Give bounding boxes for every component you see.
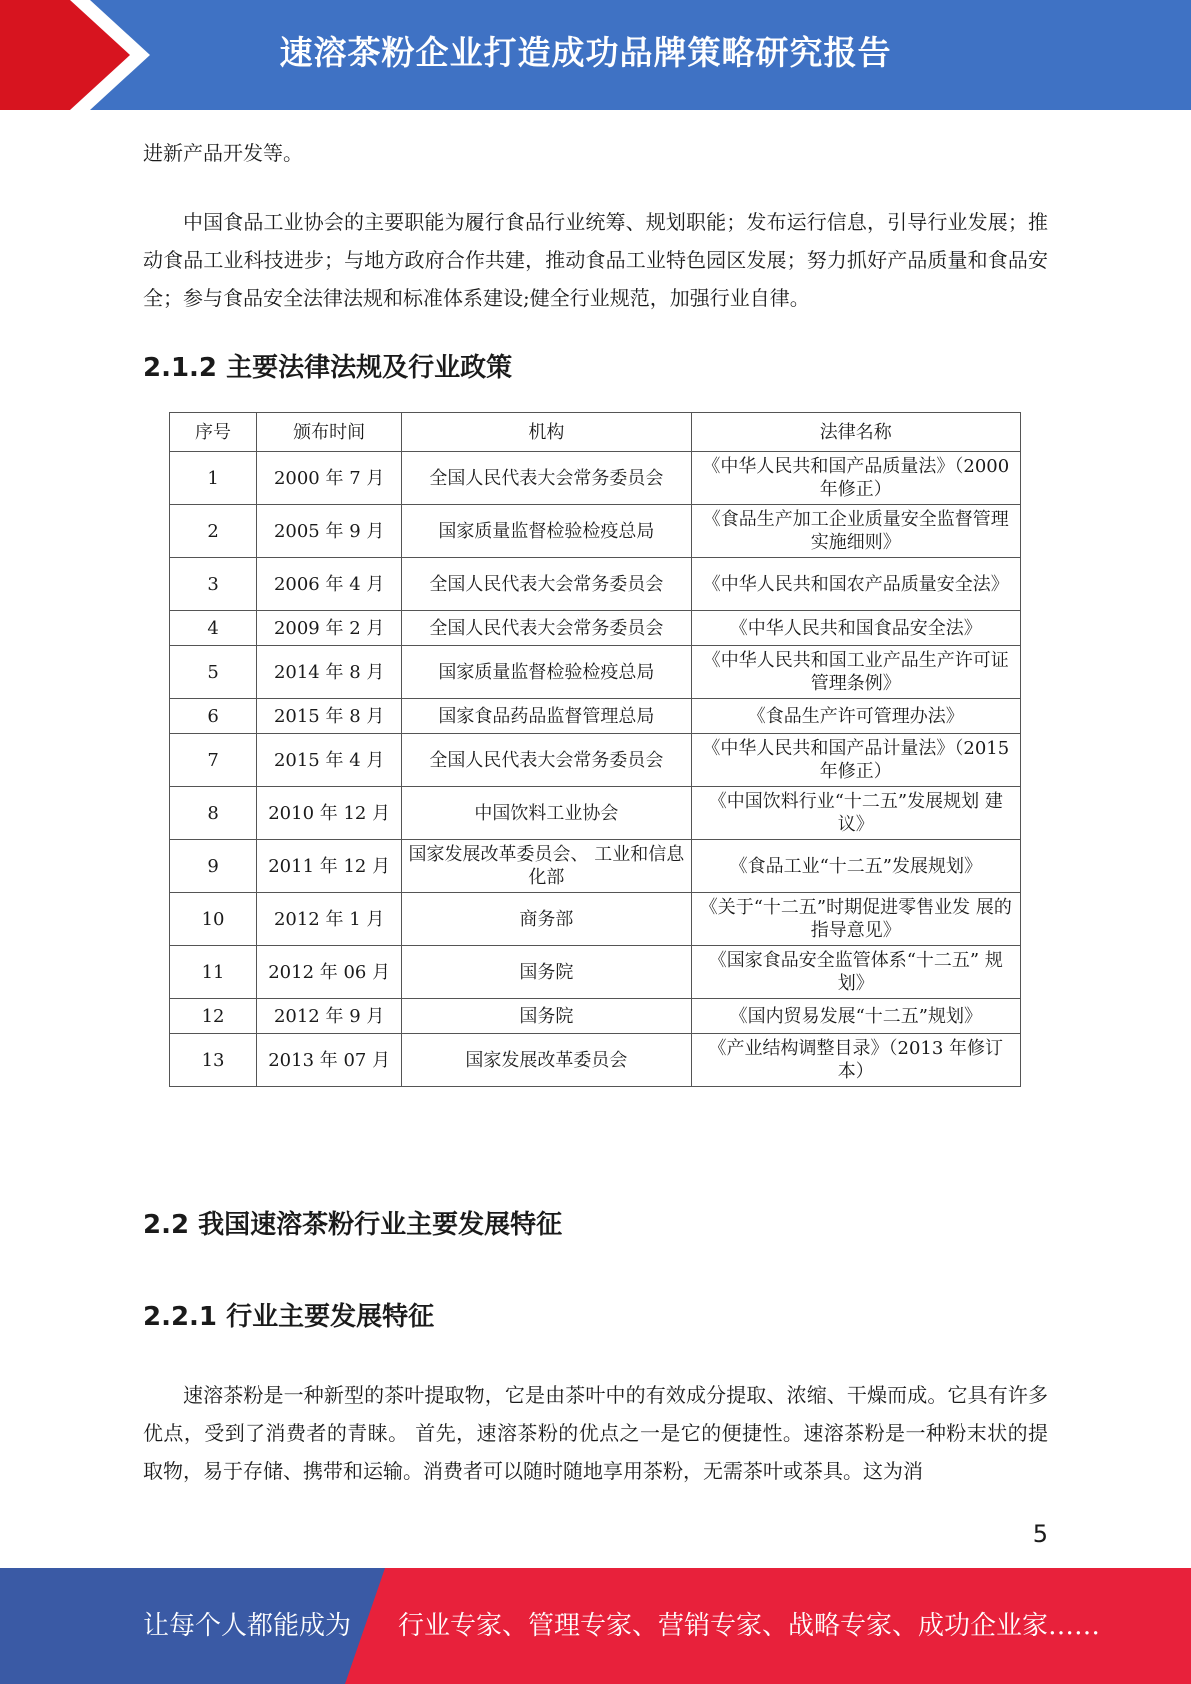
heading-text: 2.2.1 行业主要发展特征	[143, 1302, 435, 1332]
paragraph-instant-tea	[143, 1376, 1048, 1490]
table-cell: 《中国饮料行业“十二五”发展规划 建议》	[691, 787, 1020, 840]
table-cell: 1	[170, 452, 257, 505]
table-header-cell: 法律名称	[691, 413, 1020, 452]
paragraph-continued	[143, 134, 1048, 172]
table-row	[170, 946, 1021, 999]
table-row	[170, 787, 1021, 840]
table-cell: 《食品工业“十二五”发展规划》	[691, 840, 1020, 893]
paragraph-text: 进新产品开发等。	[143, 141, 303, 165]
table-cell: 7	[170, 734, 257, 787]
table-cell: 国家发展改革委员会	[402, 1034, 691, 1087]
table-cell: 国务院	[402, 946, 691, 999]
table-cell: 《中华人民共和国工业产品生产许可证管理条例》	[691, 646, 1020, 699]
table-cell: 9	[170, 840, 257, 893]
table-cell: 11	[170, 946, 257, 999]
table-cell: 《中华人民共和国农产品质量安全法》	[691, 558, 1020, 611]
table-cell: 国务院	[402, 999, 691, 1034]
table-cell: 10	[170, 893, 257, 946]
footer-slogan-left: 让每个人都能成为	[143, 1611, 352, 1641]
table-row	[170, 452, 1021, 505]
table-row	[170, 734, 1021, 787]
table-cell: 国家质量监督检验检疫总局	[402, 646, 691, 699]
table-cell: 2014 年 8 月	[257, 646, 402, 699]
table-cell: 3	[170, 558, 257, 611]
table-cell: 2	[170, 505, 257, 558]
table-cell: 《关于“十二五”时期促进零售业发 展的指导意见》	[691, 893, 1020, 946]
table-cell: 《产业结构调整目录》（2013 年修订本）	[691, 1034, 1020, 1087]
paragraph-text: 速溶茶粉是一种新型的茶叶提取物，它是由茶叶中的有效成分提取、浓缩、干燥而成。它具有许多优点，受到了消费者的青睐。 首先，速溶茶粉的优点之一是它的便捷性。速溶茶粉是一种粉末状的提取物，易于存储、携带和运输。消费者可以随时随地享用茶粉，无需茶叶或茶具。这为消	[143, 1383, 1048, 1483]
table-row	[170, 1034, 1021, 1087]
table-header-cell: 序号	[170, 413, 257, 452]
table-cell: 中国饮料工业协会	[402, 787, 691, 840]
footer-slogan-right: 行业专家、管理专家、营销专家、战略专家、成功企业家……	[398, 1611, 1101, 1641]
table-cell: 2012 年 06 月	[257, 946, 402, 999]
table-cell: 2000 年 7 月	[257, 452, 402, 505]
table-header-row	[170, 413, 1021, 452]
table-header-cell: 机构	[402, 413, 691, 452]
table-cell: 2015 年 4 月	[257, 734, 402, 787]
heading-text: 2.2 我国速溶茶粉行业主要发展特征	[143, 1210, 563, 1240]
table-cell: 全国人民代表大会常务委员会	[402, 611, 691, 646]
section-heading-2-2-1	[143, 1296, 1048, 1333]
table-row	[170, 699, 1021, 734]
paragraph-association	[143, 203, 1048, 317]
table-cell: 国家发展改革委员会、 工业和信息化部	[402, 840, 691, 893]
table-cell: 2012 年 9 月	[257, 999, 402, 1034]
table-cell: 《食品生产加工企业质量安全监督管理实施细则》	[691, 505, 1020, 558]
table-cell: 4	[170, 611, 257, 646]
table-cell: 2006 年 4 月	[257, 558, 402, 611]
table-row	[170, 558, 1021, 611]
table-cell: 6	[170, 699, 257, 734]
laws-table-body	[170, 452, 1021, 1087]
table-cell: 全国人民代表大会常务委员会	[402, 734, 691, 787]
table-row	[170, 611, 1021, 646]
table-cell: 《国家食品安全监管体系“十二五” 规划》	[691, 946, 1020, 999]
table-row	[170, 893, 1021, 946]
table-cell: 2011 年 12 月	[257, 840, 402, 893]
table-cell: 2009 年 2 月	[257, 611, 402, 646]
table-row	[170, 646, 1021, 699]
paragraph-text: 中国食品工业协会的主要职能为履行食品行业统筹、规划职能；发布运行信息，引导行业发展；推动食品工业科技进步；与地方政府合作共建，推动食品工业特色园区发展；努力抓好产品质量和食品安全；参与食品安全法律法规和标准体系建设;健全行业规范，加强行业自律。	[143, 210, 1048, 310]
table-row	[170, 840, 1021, 893]
table-cell: 12	[170, 999, 257, 1034]
table-cell: 国家食品药品监督管理总局	[402, 699, 691, 734]
header-title: 速溶茶粉企业打造成功品牌策略研究报告	[279, 33, 892, 72]
table-cell: 2005 年 9 月	[257, 505, 402, 558]
table-cell: 8	[170, 787, 257, 840]
table-cell: 《中华人民共和国产品质量法》（2000 年修正）	[691, 452, 1020, 505]
table-cell: 《国内贸易发展“十二五”规划》	[691, 999, 1020, 1034]
table-cell: 2013 年 07 月	[257, 1034, 402, 1087]
table-cell: 全国人民代表大会常务委员会	[402, 452, 691, 505]
laws-table	[169, 412, 1021, 1087]
table-cell: 2012 年 1 月	[257, 893, 402, 946]
table-cell: 5	[170, 646, 257, 699]
table-header-cell: 颁布时间	[257, 413, 402, 452]
table-cell: 《中华人民共和国食品安全法》	[691, 611, 1020, 646]
page-number: 5	[1032, 1520, 1048, 1548]
table-cell: 商务部	[402, 893, 691, 946]
section-heading-2-1-2	[143, 347, 1048, 384]
table-row	[170, 505, 1021, 558]
table-cell: 国家质量监督检验检疫总局	[402, 505, 691, 558]
table-cell: 《中华人民共和国产品计量法》（2015 年修正）	[691, 734, 1020, 787]
header-chevron	[0, 0, 130, 110]
table-cell: 13	[170, 1034, 257, 1087]
heading-text: 2.1.2 主要法律法规及行业政策	[143, 353, 513, 383]
table-cell: 全国人民代表大会常务委员会	[402, 558, 691, 611]
page-header	[0, 0, 1191, 110]
table-cell: 《食品生产许可管理办法》	[691, 699, 1020, 734]
section-heading-2-2	[143, 1204, 1048, 1241]
table-cell: 2015 年 8 月	[257, 699, 402, 734]
page-footer	[0, 1568, 1191, 1684]
table-row	[170, 999, 1021, 1034]
table-cell: 2010 年 12 月	[257, 787, 402, 840]
